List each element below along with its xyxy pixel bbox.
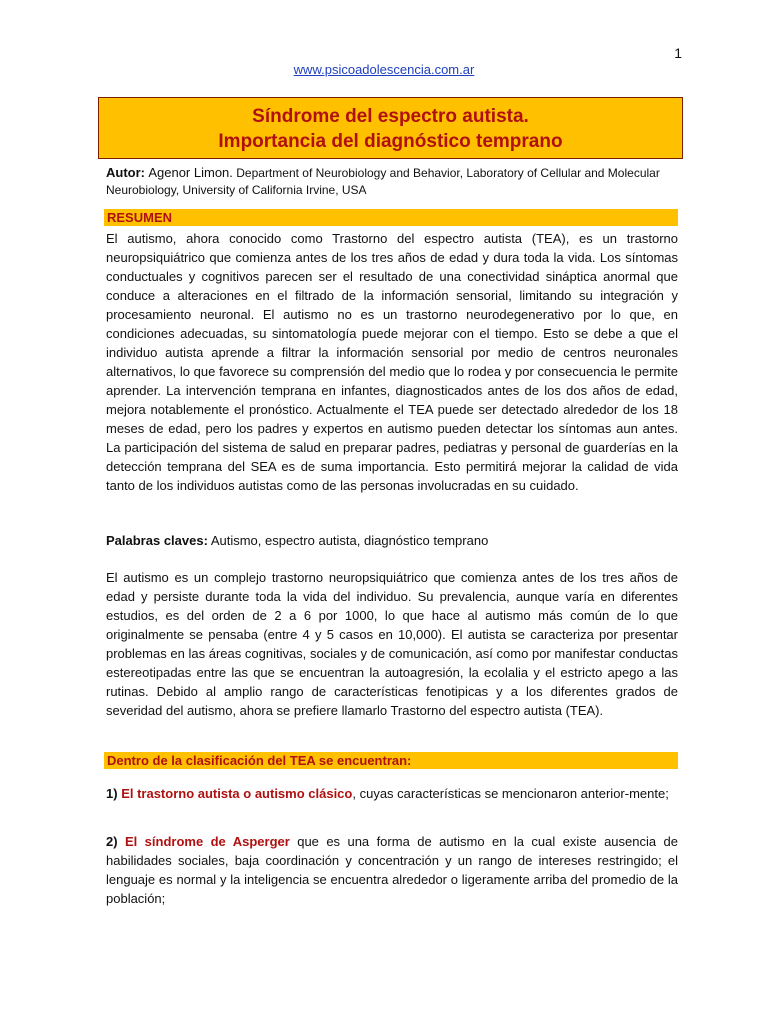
classification-heading: Dentro de la clasificación del TEA se encuentran:: [104, 752, 678, 769]
intro-paragraph: El autismo es un complejo trastorno neuropsiquiátrico que comienza antes de los tres años de edad y persiste durante toda la vida del individuo. Su prevalencia, aunque varía en diferentes estudios, es del orden de 2 a 6 por 1000, lo que hace al autismo más común de lo que originalmente se pensaba (entre 4 y 5 casos en 10,000). El autista se caracteriza por presentar problemas en las áreas cognitivas, sociales y de comunicación, así como por manifestar conductas estereotipadas entre las que se encuentran la autoagresión, la ecolalia y el estricto apego a las rutinas. Debido al amplio rango de características fenotipicas y a los diferentes grados de severidad del autismo, ahora se prefiere llamarlo Trastorno del espectro autista (TEA).: [106, 570, 678, 718]
website-link[interactable]: www.psicoadolescencia.com.ar: [293, 62, 475, 77]
page-number: 1: [674, 45, 682, 61]
author-affiliation: Department of Neurobiology and Behavior, Laboratory of Cellular and Molecular Neurobiology, University of California Irvine, USA: [106, 166, 660, 197]
classification-item-1: [106, 784, 678, 803]
author-label: Autor:: [106, 165, 145, 180]
item-term: El síndrome de Asperger: [124, 834, 290, 849]
classification-item-2: [106, 832, 678, 908]
item-text: que es una forma de autismo en la cual existe ausencia de habilidades sociales, baja coordinación y concentración y un rango de intereses restringido; el lenguaje es normal y la inteligencia se encuentra alrededor o ligeramente arriba del promedio de la población;: [106, 834, 678, 906]
title-line-1: Síndrome del espectro autista.: [252, 106, 529, 127]
keywords-label: Palabras claves:: [106, 533, 208, 548]
keywords-value: Autismo, espectro autista, diagnóstico temprano: [210, 533, 489, 548]
author-block: [106, 164, 678, 199]
title-box: [98, 97, 683, 159]
item-number: 2): [106, 834, 118, 849]
item-term: El trastorno autista o autismo clásico: [121, 786, 353, 801]
item-text: , cuyas características se mencionaron anterior-mente;: [352, 786, 669, 801]
resumen-heading: RESUMEN: [104, 209, 678, 226]
author-name: Agenor Limon.: [148, 165, 233, 180]
title-line-2: Importancia del diagnóstico temprano: [218, 131, 563, 152]
resumen-body: El autismo, ahora conocido como Trastorno del espectro autista (TEA), es un trastorno neuropsiquiátrico que comienza antes de los tres años de edad y dura toda la vida. Los síntomas conductuales y cognitivos parecen ser el resultado de una conectividad sináptica anormal que conduce a alteraciones en el filtrado de la información sensorial, limitando su integración y procesamiento neuronal. El autismo no es un trastorno neurodegenerativo por lo que, en condiciones adecuadas, su sintomatología puede mejorar con el tiempo. Esto se debe a que el individuo autista aprende a filtrar la información sensorial por medio de centros neuronales alternativos, lo que favorece su comprensión del medio que lo rodea y por consecuencia le permite aprender. La intervención temprana en infantes, diagnosticados antes de los dos años de edad, mejora notablemente el pronóstico. Actualmente el TEA puede ser detectado alrededor de los 18 meses de edad, pero los padres y expertos en autismo pueden detectar los síntomas aun antes. La participación del sistema de salud en preparar padres, pediatras y personal de guarderías en la detección temprana del SEA es de suma importancia. Esto permitirá mejorar la calidad de vida tanto de los individuos autistas como de las personas involucradas en su cuidado.: [106, 231, 678, 493]
item-number: 1): [106, 786, 118, 801]
keywords-line: [106, 531, 678, 550]
